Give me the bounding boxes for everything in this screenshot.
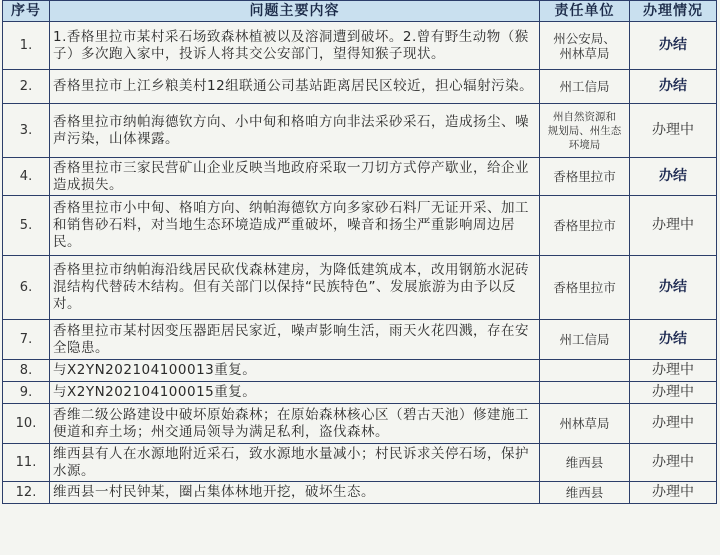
header-status: 办理情况 xyxy=(630,1,717,22)
status-badge: 办结 xyxy=(630,70,717,104)
row-number: 7. xyxy=(3,320,50,360)
responsible-unit xyxy=(540,104,630,158)
issues-table xyxy=(2,0,717,504)
issues-table-container xyxy=(2,0,716,504)
table-row xyxy=(3,256,717,320)
table-row xyxy=(3,158,717,196)
status-badge: 办理中 xyxy=(630,196,717,256)
table-row xyxy=(3,382,717,404)
table-row xyxy=(3,320,717,360)
responsible-unit-line: 香格里拉市 xyxy=(553,169,616,184)
status-badge: 办结 xyxy=(630,256,717,320)
responsible-unit-line: 州公安局、 xyxy=(553,30,616,46)
responsible-unit-line: 环境局 xyxy=(568,138,601,151)
status-badge: 办理中 xyxy=(630,104,717,158)
table-row xyxy=(3,22,717,70)
header-unit: 责任单位 xyxy=(540,1,630,22)
row-number: 5. xyxy=(3,196,50,256)
issue-content: 香格里拉市上江乡粮美村12组联通公司基站距离居民区较近，担心辐射污染。 xyxy=(50,70,540,104)
table-row xyxy=(3,404,717,444)
row-number: 3. xyxy=(3,104,50,158)
responsible-unit xyxy=(540,482,630,504)
issue-content: 与X2YN202104100013重复。 xyxy=(50,360,540,382)
responsible-unit-line: 维西县 xyxy=(565,485,604,500)
header-no: 序号 xyxy=(3,1,50,22)
responsible-unit-line: 州自然资源和 xyxy=(553,110,616,123)
issue-content: 1.香格里拉市某村采石场致森林植被以及溶洞遭到破坏。2.曾有野生动物（猴子）多次跑入家中，投诉人将其交公安部门，望得知猴子现状。 xyxy=(50,22,540,70)
responsible-unit xyxy=(540,196,630,256)
responsible-unit xyxy=(540,70,630,104)
row-number: 9. xyxy=(3,382,50,404)
issue-content: 与X2YN202104100015重复。 xyxy=(50,382,540,404)
status-badge: 办理中 xyxy=(630,444,717,482)
responsible-unit xyxy=(540,158,630,196)
table-row xyxy=(3,196,717,256)
issue-content: 维西县一村民钟某，圈占集体林地开挖，破坏生态。 xyxy=(50,482,540,504)
status-badge: 办理中 xyxy=(630,482,717,504)
table-row xyxy=(3,360,717,382)
row-number: 6. xyxy=(3,256,50,320)
responsible-unit-line: 香格里拉市 xyxy=(553,218,616,233)
row-number: 8. xyxy=(3,360,50,382)
table-row xyxy=(3,482,717,504)
table-row xyxy=(3,444,717,482)
responsible-unit-line: 规划局、州生态 xyxy=(547,124,622,137)
row-number: 4. xyxy=(3,158,50,196)
row-number: 10. xyxy=(3,404,50,444)
responsible-unit xyxy=(540,256,630,320)
row-number: 1. xyxy=(3,22,50,70)
status-badge: 办结 xyxy=(630,320,717,360)
table-body xyxy=(3,22,717,504)
status-badge: 办理中 xyxy=(630,360,717,382)
issue-content: 香格里拉市纳帕海德钦方向、小中甸和格咱方向非法采砂采石，造成扬尘、噪声污染，山体裸露。 xyxy=(50,104,540,158)
table-row xyxy=(3,70,717,104)
issue-content: 香格里拉市小中甸、格咱方向、纳帕海德钦方向多家砂石料厂无证开采、加工和销售砂石料，对当地生态环境造成严重破坏，噪音和扬尘严重影响周边居民。 xyxy=(50,196,540,256)
table-row xyxy=(3,104,717,158)
responsible-unit-line: 州工信局 xyxy=(559,332,610,347)
responsible-unit xyxy=(540,360,630,382)
row-number: 2. xyxy=(3,70,50,104)
responsible-unit-line: 香格里拉市 xyxy=(553,280,616,295)
responsible-unit xyxy=(540,22,630,70)
responsible-unit xyxy=(540,404,630,444)
status-badge: 办结 xyxy=(630,22,717,70)
status-badge: 办结 xyxy=(630,158,717,196)
issue-content: 香格里拉市某村因变压器距居民家近，噪声影响生活，雨天火花四溅，存在安全隐患。 xyxy=(50,320,540,360)
status-badge: 办理中 xyxy=(630,404,717,444)
responsible-unit-line: 维西县 xyxy=(565,455,604,470)
issue-content: 香格里拉市纳帕海沿线居民砍伐森林建房，为降低建筑成本，改用钢筋水泥砖混结构代替砖木结构。但有关部门以保持“民族特色”、发展旅游为由予以反对。 xyxy=(50,256,540,320)
row-number: 12. xyxy=(3,482,50,504)
responsible-unit-line: 州林草局 xyxy=(559,416,610,431)
issue-content: 香维二级公路建设中破坏原始森林；在原始森林核心区（碧古天池）修建施工便道和弃土场；州交通局领导为满足私利，盗伐森林。 xyxy=(50,404,540,444)
status-badge: 办理中 xyxy=(630,382,717,404)
responsible-unit xyxy=(540,444,630,482)
responsible-unit-line: 州工信局 xyxy=(559,79,610,94)
responsible-unit xyxy=(540,382,630,404)
issue-content: 香格里拉市三家民营矿山企业反映当地政府采取一刀切方式停产歇业，给企业造成损失。 xyxy=(50,158,540,196)
row-number: 11. xyxy=(3,444,50,482)
responsible-unit-line: 州林草局 xyxy=(559,45,610,61)
header-content: 问题主要内容 xyxy=(50,1,540,22)
issue-content: 维西县有人在水源地附近采石，致水源地水量减小；村民诉求关停石场，保护水源。 xyxy=(50,444,540,482)
table-header-row xyxy=(3,1,717,22)
responsible-unit xyxy=(540,320,630,360)
